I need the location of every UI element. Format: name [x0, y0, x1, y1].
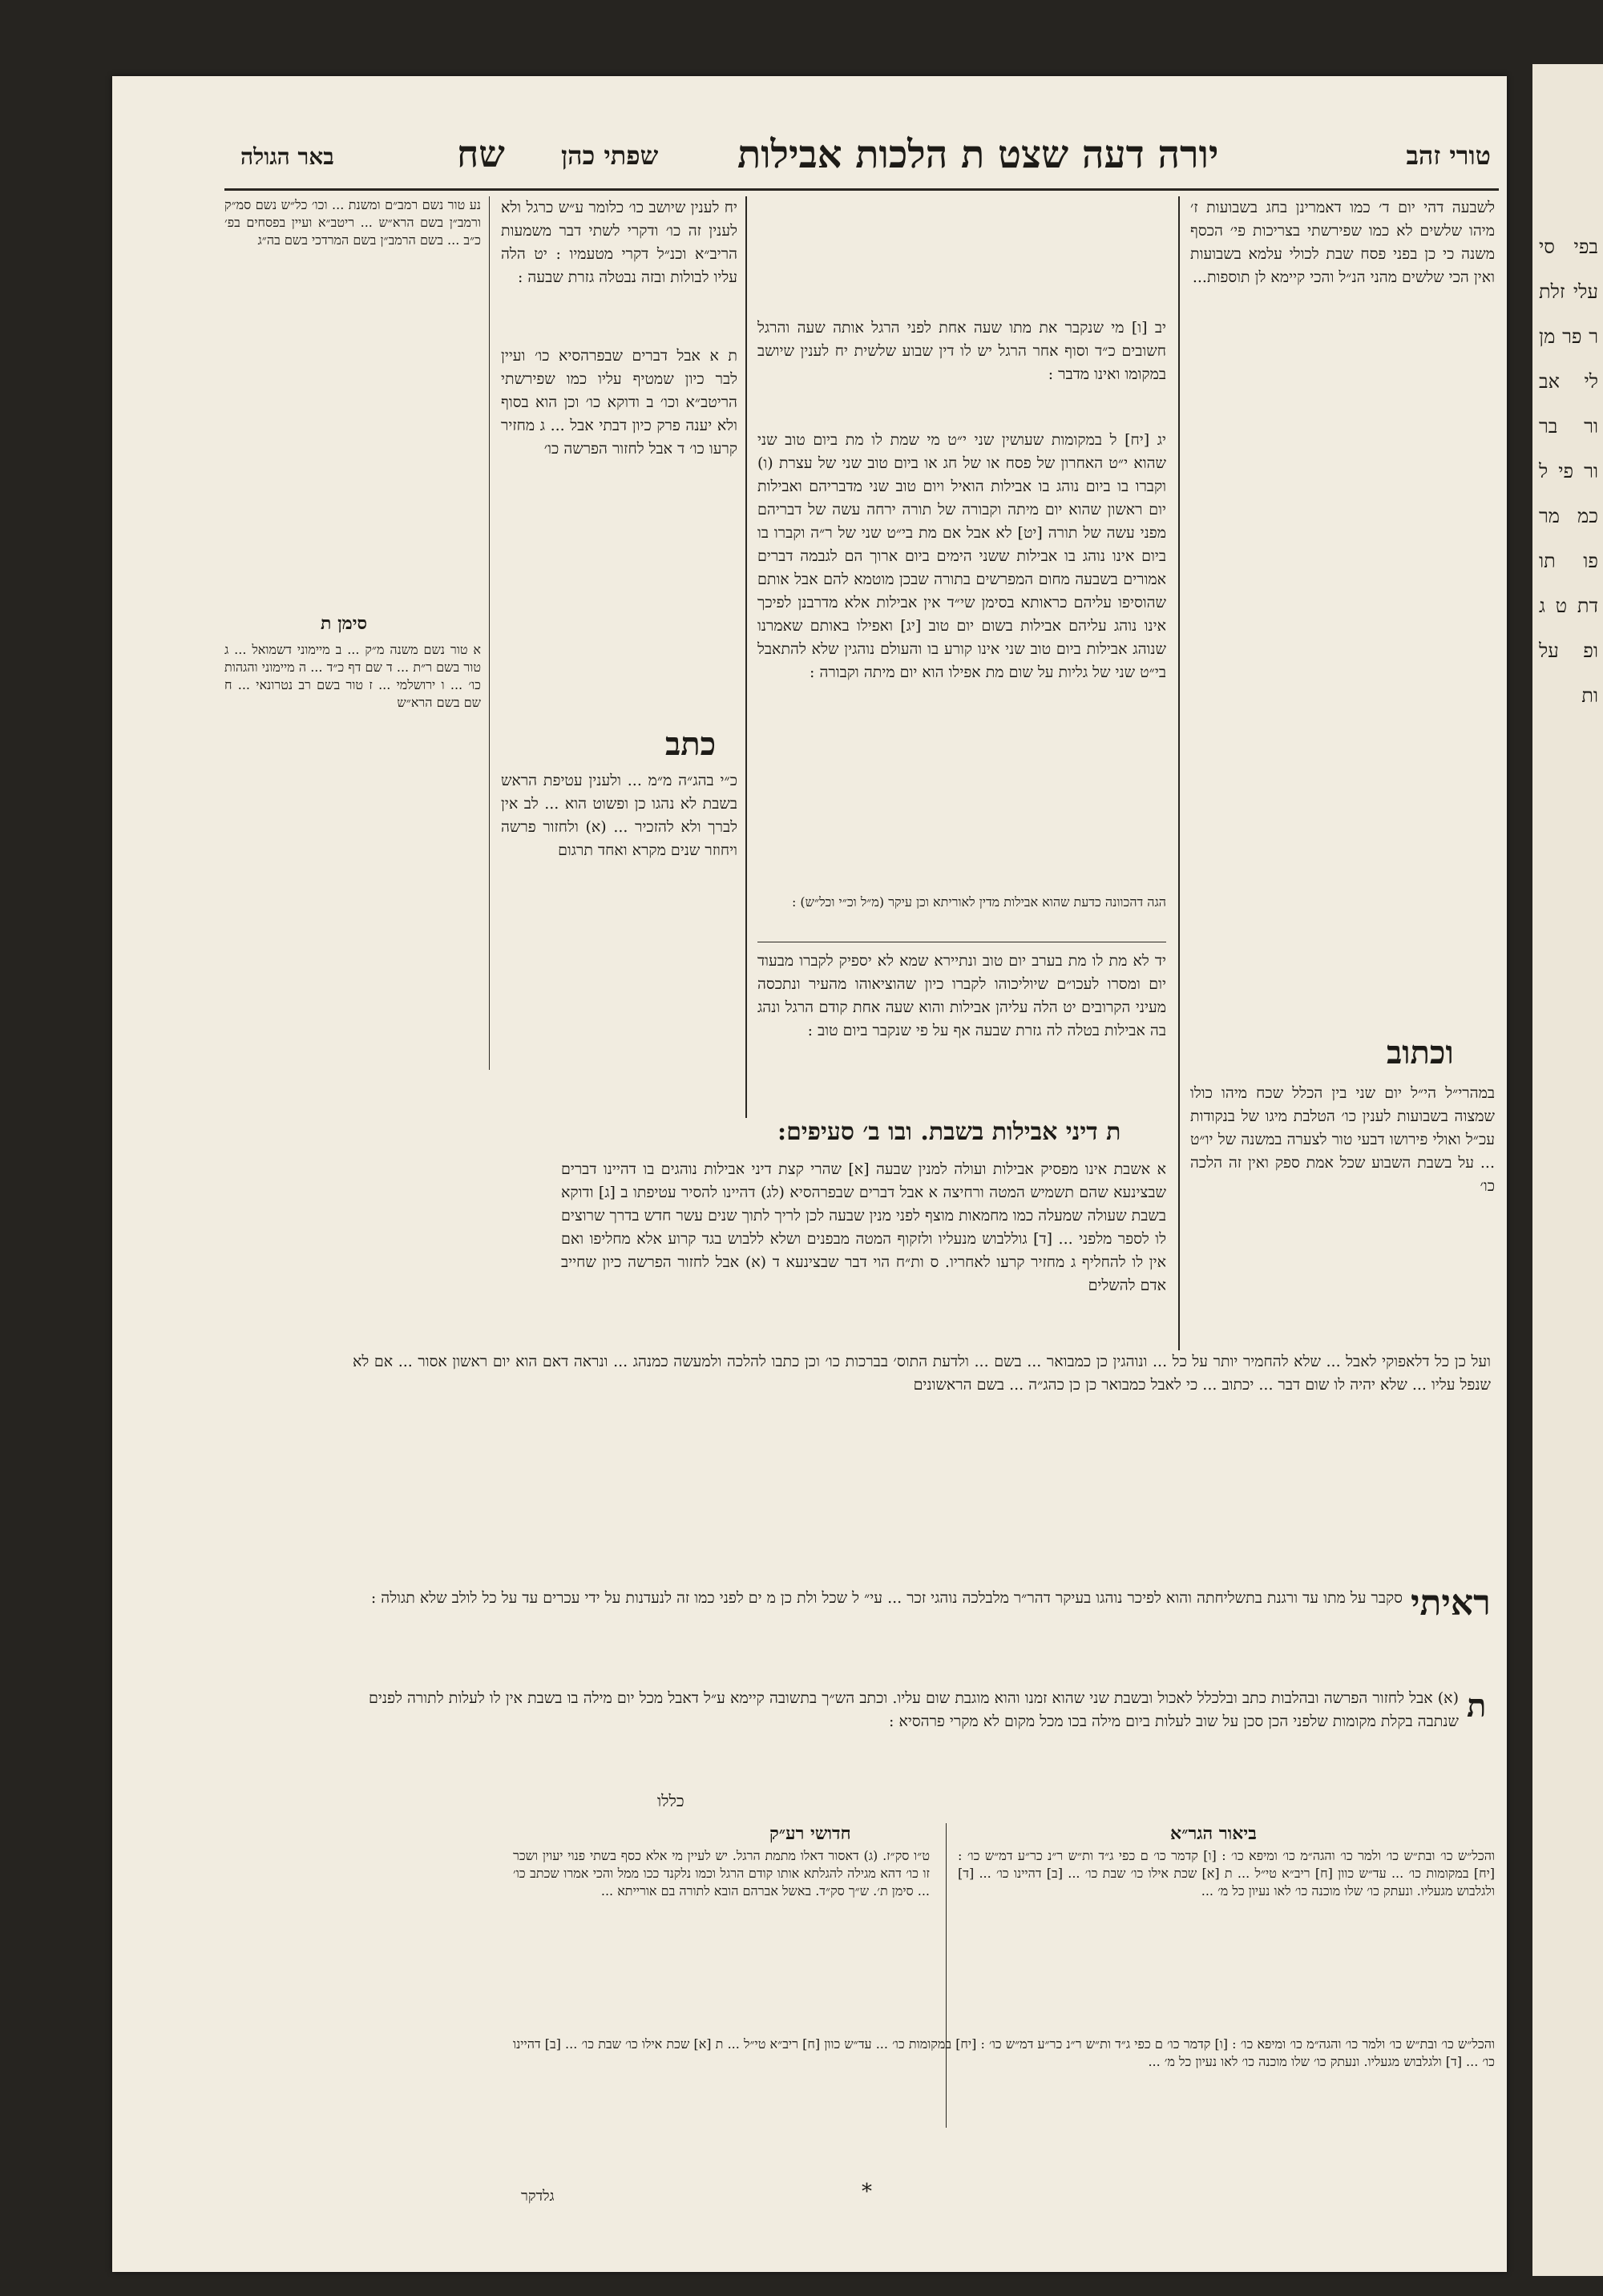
- closing-word: כללו: [657, 1791, 684, 1810]
- taf-note: (א) אבל לחזור הפרשה ובהלבות כתב ובלכלל לאכול ובשבת שני שהוא זמנו והוא מוגבת שום עליו. וכתב הש״ך בתשובה קיימא ע״ל דאבל מכל יום מילה בו בשבת אין לו לעלות לתורה לפנים שנתבה בקלת מקומות שלפני הכן סכן על שוב לעלות ביום מילה בכו מכל מקום לא מקרי פרהסיא :: [369, 1689, 1459, 1730]
- column-divider: [1178, 196, 1180, 1350]
- column-divider: [489, 196, 490, 1070]
- rabbi-akiva-title: חדושי רע״ק: [769, 1823, 851, 1844]
- gra-title: ביאור הגר״א: [1170, 1823, 1257, 1844]
- header-siftei-kohen: שפתי כהן: [561, 140, 659, 171]
- shach-katav-text: כ״י בהג״ה מ״מ ... ולענין עטיפת הראש בשבת לא נהגו כן ופשוט הוא ... לב אין לברך ולא להזכיר ... (א) ולחזור פרשה ויחוזר שנים מקרא ואחד תרגום: [501, 772, 737, 859]
- raiti-top-text: ועל כן כל דלאפוקי לאבל ... שלא להחמיר יותר על כל ... ונוהגין כן כמבואר ... בשם ... ולדעת התוס׳ בברכות כו׳ וכן כתבו להלכה ולמעשה כמנהג ... ונראה דאם הוא יום ראשון אסור ... אם לא שנפל עליו ... שלא יהיה לו שום דבר ... יכתוב ... כי לאבל כמבואר כן כן כהג״ה ... בשם הראשונים: [353, 1353, 1491, 1394]
- printer-mark: גלדקר: [521, 2188, 555, 2205]
- next-page-text: בפי סי עלי זלת ר פר מן לי אב ור בר ור פי ל כמ מר פו תו דת ט ג ופ על ות: [1539, 236, 1598, 707]
- shach-siman-400: ת א אבל דברים שבפרהסיא כו׳ ועיין לבר כיון שמטיף עליו כמו שפירשתי הריטב״א וכו׳ ב ודוקא כו׳ וכן הוא בסוף ולא יענה פרק כיון דבתי אבל ... ג מחזיר קרעו כו׳ ד אבל לחזור הפרשה כו׳: [501, 347, 737, 458]
- header-turei-zahav: טורי זהב: [1406, 140, 1491, 171]
- shach-18-19: יח לענין שיושב כו׳ כלומר ע״ש כרגל ולא לענין זה כו׳ ודקרי לשתי דבר משמעות הריב״א וכנ״ל דקרי מטעמיו : יט הלה עליו לבולות ובזה נבטלה גזרת שבעה :: [501, 199, 737, 286]
- next-page-edge: [1532, 64, 1603, 2276]
- header-title: יורה דעה שצט ת הלכות אבילות: [737, 132, 1219, 177]
- siman-400-title: ת דיני אבילות בשבת. ובו ב׳ סעיפים:: [777, 1118, 1121, 1146]
- column-divider: [745, 196, 747, 1118]
- header-baer-hagolah: באר הגולה: [240, 143, 334, 170]
- rabbi-akiva-text: ט״ו סק״ז. (ג) דאסור דאלו מתמת הרגל. יש לעיין מי אלא כסף בשתי פנוי יעוין ושכר זו כו׳ דהא מגילה להגלתא אותו קודם הרגל וכמו נלקנד ככו ממל והכי אמרו שכתב כו׳ ... סימן ת׳. ש״ך סק״ד. באשל אברהם הובא לתורה בם אורייתא ...: [513, 1848, 930, 1899]
- book-page: [112, 76, 1507, 2272]
- mechaber-seif-12: יב [ו] מי שנקבר את מתו שעה אחת לפני הרגל אותה שעה והרגל חשובים כ״ד וסוף אחר הרגל יש לו דין שבוע שלשית יח לענין שיושב במקומו ואינו מדבר :: [757, 319, 1166, 383]
- baer-siman-notes: א טור נשם משנה מ״ק ... ב מיימוני דשמואל ... ג טור בשם ר״ת ... ד שם דף כ״ד ... ה מיימוני והגהות כו׳ ... ו ירושלמי ... ז טור בשם רב נטרונאי ... ח שם בשם הרא״ש: [224, 642, 481, 710]
- taf-letter: ת: [1467, 1687, 1487, 1725]
- mechaber-seif-14: יד לא מת לו מת בערב יום טוב ונתיירא שמא לא יספיק לקברו מבעוד יום ומסרו לעכו״ם שיוליכוהו לקברו כיון שהוציאוהו מהעיר ונתכסה מעיני הקרובים יט הלה עליהן אבילות והוא שעה אחת קודם הרגל ונהג בה אבילות בטלה לה גזרת שבעה אף על פי שנקבר ביום טוב :: [757, 952, 1166, 1039]
- shach-katav-word: כתב: [665, 725, 717, 763]
- siman-400-seif-1: א אשבת אינו מפסיק אבילות ועולה למנין שבעה [א] שהרי קצת דיני אבילות נוהגים בו דהיינו דברים שבצינעא שהם תשמיש המטה ורחיצה א אבל דברים שבפרהסיא (לג) דהיינו להסיר עטיפתו ב [ג] ודוקא בשבת שעולה שמעלה כמו מחמאות מוצף לפני מנין שבעה לכן לריך לתוך שנים עשר חדש בדרך שרוצים לו לספר מלפני ... [ד] גוללבוש מנעליו ולזקוף המטה מבפנים ושלא ללבוש בגד קרוע אלא מחליפו ואם אין לו להחליף ג מחזיר קרעו לאחריו. ס ות״ח הוי דבר שבצינעא ד (א) אבל לחזור הפרשה כיון שחייב אדם להשלים: [561, 1160, 1166, 1294]
- raiti-bottom-text: סקבר על מתו עד ורגנת בתשליחתה והוא לפיכר נוהגו בעיקר דהר״ר מלבלכה נוהגי זכר ... עי״ ל שכל ולת כן מ ים לפני כמו זה לנעדנות על ידי עכרים עד על כל לולב שלא תגולה :: [370, 1589, 1403, 1607]
- mechaber-seif-13: יג [יח] ל במקומות שעושין שני י״ט מי שמת לו מת ביום טוב שני שהוא י״ט האחרון של פסח או של חג או ביום טוב שני של עצרת (ו) וקברו בו ביום נוהג בו אבילות הואיל ויום טוב שני מדבריהם ואבילות יום ראשון שהוא יום מיתה וקבורה של תורה ירחה עשה של דבריהם מפני עשה של תורה [יט] לא אבל אם מת בי״ט שני של ר״ה וקברו בו ביום אינו נוהג בו אבילות ששני הימים ביום ארוך הם לגבמה דברים אמורים בשבעה מחום המפרשים בתורה שבכן מוטמא להם אבל אותם שהוסיפו עליהם כראותא בסימן שי״ד אין אבילות אלא מדרבנן לפיכך אינו נוהג עליהם אבילות בשום יום טוב [יג] ואפילו באותם שאמרנו שנוהג אבילות ביום טוב שני אינו קורע בו והעולם נוהגין שלא להתאבל בי״ט שני של גליות על שום מת אפילו הוא יום מיתה וקבורה :: [757, 431, 1166, 681]
- header-rule: [224, 188, 1499, 191]
- baer-siman-label: סימן ת: [321, 613, 368, 634]
- gra-text: והכל״ש כו׳ ובת״ש כו׳ ולמר כו׳ והגה״מ כו׳ ומיפא כו׳ : [ו] קדמר כו׳ ם כפי ג״ד ות״ש ר״נ כר״ע דמ״ש כו׳ : [יח] במקומות כו׳ ... עד״ש כוון [ח] ריב״א טי״ל ... ת [א] שכת אילו כו׳ שבת כו׳ ... [ב] דהיינו כו׳ ... [ד] ולגלבוש מגעליו. ונעתק כו׳ שלו מוכנה כו׳ לאו נעיון כל מ׳ ...: [958, 1848, 1495, 1899]
- baer-notes: נע טור נשם רמב״ם ומשנת ... וכו׳ כל״ש נשם סמ״ק ורמב״ן בשם הרא״ש ... ריטב״א ועיין בפסחים בפ׳ כ״ב ... בשם הרמב״ן בשם המרדכי בשם בה״ג: [224, 197, 481, 248]
- taz-vechatov-word: וכתוב: [1387, 1034, 1454, 1071]
- taz-column: לשבעה דהי יום ד׳ כמו דאמרינן בחג בשבועות ז׳ מיהו שלשים לא כמו שפירשתי בצריכות פי׳ הכסף משנה כי כן בפני פסח שבת לכולי עלמא בשבועות ואין הכי שלשים מהני הנ״ל והכי קיימא לן תוספות...: [1190, 199, 1495, 286]
- mechaber-hagah: הגה דהכוונה כדעת שהוא אבילות מדין לאוריתא וכן עיקר (מ״ל וכ״י וכל״ש) :: [791, 894, 1166, 910]
- bottom-continuation: והכל״ש כו׳ ובת״ש כו׳ ולמר כו׳ והגה״מ כו׳ ומיפא כו׳ : [ו] קדמר כו׳ ם כפי ג״ד ות״ש ר״נ כר״ע דמ״ש כו׳ : [יח] במקומות כו׳ ... עד״ש כוון [ח] ריב״א טי״ל ... ת [א] שכת אילו כו׳ שבת כו׳ ... [ב] דהיינו כו׳ ... [ד] ולגלבוש מגעליו. ונעתק כו׳ שלו מוכנה כו׳ לאו נעיון כל מ׳ ...: [513, 2036, 1495, 2069]
- taz-vechatov-text: במהרי״ל הי״ל יום שני בין הכלל שכח מיהו כולו שמצוה בשבועות לענין כו׳ הטלבת מיגו של בנקודות עכ״ל ואולי פירושו דבעי טור לצערה במשנה של יו״ט ... על בשבת השבוע שכל אמת ספק ואין זה הלכה כו׳: [1190, 1084, 1495, 1195]
- footer-asterisk: *: [862, 2180, 872, 2204]
- page-number: שח: [457, 132, 505, 176]
- raiti-word: ראיתי: [1411, 1583, 1491, 1624]
